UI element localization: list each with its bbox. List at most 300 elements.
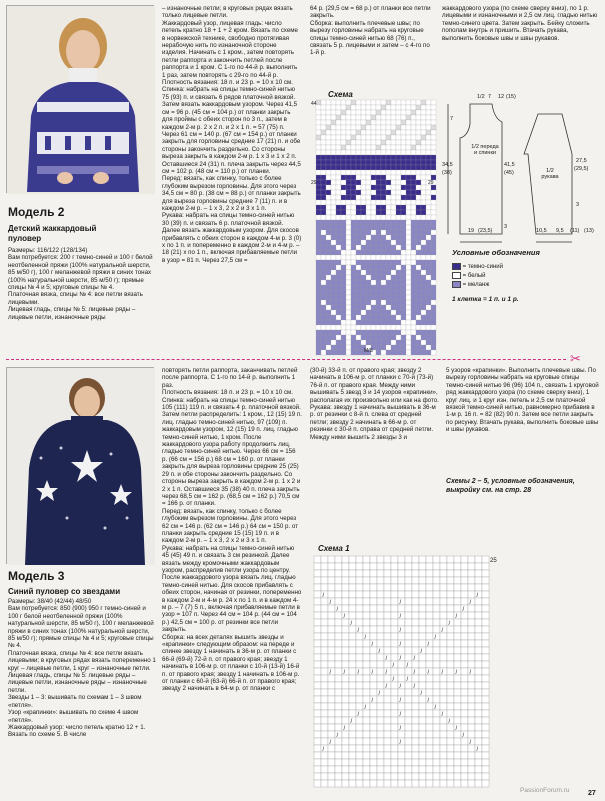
schema1-cell — [349, 570, 356, 577]
schema-cell — [331, 340, 336, 345]
schema-cell — [391, 250, 396, 255]
schema-cell — [376, 210, 381, 215]
schema-cell — [321, 275, 326, 280]
schema1-cell — [370, 591, 377, 598]
schema-cell — [331, 350, 336, 355]
schema-cell — [316, 325, 321, 330]
schema-cell — [416, 205, 421, 210]
schema-cell — [366, 165, 371, 170]
schema1-cell — [461, 556, 468, 563]
diagram-sleeve-num-6: (13) — [584, 228, 594, 234]
schema1-cell — [398, 675, 405, 682]
schema1-cell — [335, 766, 342, 773]
schema1-mark: / — [399, 642, 402, 648]
schema-cell — [331, 140, 336, 145]
schema-cell — [396, 175, 401, 180]
schema1-cell — [328, 710, 335, 717]
schema1-cell — [363, 682, 370, 689]
schema-cell — [321, 310, 326, 315]
schema-cell — [336, 230, 341, 235]
schema-cell — [336, 275, 341, 280]
schema-cell — [431, 240, 436, 245]
schema1-cell — [440, 738, 447, 745]
schema1-cell — [468, 696, 475, 703]
schema1-cell — [328, 766, 335, 773]
schema1-cell — [468, 633, 475, 640]
schema-cell — [336, 195, 341, 200]
schema1-cell — [433, 689, 440, 696]
schema1-cell — [349, 563, 356, 570]
schema1-cell — [370, 626, 377, 633]
schema-cell — [351, 255, 356, 260]
schema1-cell — [475, 612, 482, 619]
schema-cell — [391, 300, 396, 305]
schema-cell — [371, 245, 376, 250]
schema-cell — [341, 255, 346, 260]
schema-cell — [431, 250, 436, 255]
schema-cell — [386, 140, 391, 145]
schema1-cell — [468, 752, 475, 759]
schema1-cell — [405, 647, 412, 654]
schema1-mark: / — [441, 712, 444, 718]
schema1-mark: / — [322, 593, 325, 599]
schema-cell — [386, 120, 391, 125]
schema-cell — [396, 250, 401, 255]
schema1-cell — [419, 598, 426, 605]
schema-cell — [391, 135, 396, 140]
schema-cell — [411, 190, 416, 195]
schema1-cell — [384, 724, 391, 731]
schema1-cell — [454, 640, 461, 647]
schema1-cell — [468, 710, 475, 717]
schema1-cell — [356, 766, 363, 773]
schema-cell — [371, 280, 376, 285]
schema-cell — [331, 195, 336, 200]
schema-cell — [316, 300, 321, 305]
schema-cell — [416, 185, 421, 190]
schema1-cell — [482, 612, 489, 619]
schema-cell — [346, 125, 351, 130]
schema-cell — [396, 165, 401, 170]
schema-cell — [341, 275, 346, 280]
schema-cell — [351, 270, 356, 275]
schema-cell — [336, 135, 341, 140]
schema-cell — [416, 195, 421, 200]
schema1-cell — [398, 717, 405, 724]
schema1-cell — [363, 745, 370, 752]
schema1-cell — [426, 682, 433, 689]
schema-cell — [421, 325, 426, 330]
schema-cell — [406, 190, 411, 195]
schema-cell — [376, 260, 381, 265]
schema1-cell — [370, 654, 377, 661]
schema-cell — [396, 190, 401, 195]
schema-cell — [396, 140, 401, 145]
schema-cell — [346, 130, 351, 135]
schema1-cell — [335, 563, 342, 570]
schema-cell — [401, 345, 406, 350]
schema-cell — [321, 325, 326, 330]
schema-cell — [406, 160, 411, 165]
schema-cell — [371, 120, 376, 125]
schema1-cell — [370, 605, 377, 612]
schema-cell — [326, 270, 331, 275]
schema1-cell — [482, 661, 489, 668]
schema-cell — [371, 160, 376, 165]
schema-cell — [361, 160, 366, 165]
schema1-cell — [468, 682, 475, 689]
schema-cell — [421, 245, 426, 250]
schema-cell — [336, 100, 341, 105]
schema-cell — [336, 260, 341, 265]
schema1-cell — [377, 619, 384, 626]
schema-cell — [411, 185, 416, 190]
schema-cell — [426, 255, 431, 260]
schema-cell — [396, 195, 401, 200]
schema-cell — [356, 345, 361, 350]
schema-cell — [376, 345, 381, 350]
schema-cell — [341, 270, 346, 275]
schema1-cell — [398, 605, 405, 612]
schema-cell — [376, 315, 381, 320]
schema1-cell — [391, 654, 398, 661]
schema-cell — [401, 205, 406, 210]
schema-cell — [386, 230, 391, 235]
schema1-cell — [461, 717, 468, 724]
schema-cell — [426, 100, 431, 105]
schema-cell — [371, 320, 376, 325]
schema1-cell — [419, 703, 426, 710]
schema1-cell — [349, 584, 356, 591]
schema-cell — [396, 240, 401, 245]
schema-cell — [361, 285, 366, 290]
schema1-cell — [433, 745, 440, 752]
schema-cell — [366, 305, 371, 310]
schema-cell — [331, 220, 336, 225]
schema-cell — [361, 320, 366, 325]
schema1-cell — [482, 591, 489, 598]
schema-cell — [381, 325, 386, 330]
schema1-cell — [475, 605, 482, 612]
schema-cell — [391, 140, 396, 145]
schema-cell — [386, 345, 391, 350]
schema-cell — [411, 240, 416, 245]
schema-cell — [411, 125, 416, 130]
schema-bottom-label: М/S — [364, 348, 373, 354]
schema-cell — [336, 210, 341, 215]
schema1-cell — [482, 731, 489, 738]
schema1-cell — [468, 773, 475, 780]
schema-cell — [431, 165, 436, 170]
schema1-cell — [349, 626, 356, 633]
schema-cell — [406, 145, 411, 150]
schema-cell — [316, 190, 321, 195]
schema1-cell — [482, 675, 489, 682]
schema-cell — [346, 155, 351, 160]
schema1-cell — [475, 619, 482, 626]
schema-cell — [351, 165, 356, 170]
schema1-cell — [363, 612, 370, 619]
schema-cell — [321, 350, 326, 355]
schema-cell — [331, 200, 336, 205]
schema1-cell — [475, 675, 482, 682]
schema-cell — [386, 190, 391, 195]
schema-cell — [396, 265, 401, 270]
model3-title: Модель 3 — [8, 569, 65, 583]
schema-cell — [421, 255, 426, 260]
schema-cell — [341, 230, 346, 235]
schema-cell — [371, 340, 376, 345]
schema1-cell — [412, 773, 419, 780]
schema-cell — [326, 210, 331, 215]
schema-cell — [331, 290, 336, 295]
schema-cell — [376, 250, 381, 255]
schema1-mark: / — [399, 740, 402, 746]
schema-cell — [346, 175, 351, 180]
schema1-cell — [377, 773, 384, 780]
schema1-cell — [377, 759, 384, 766]
schema-cell — [416, 330, 421, 335]
schema1-mark: / — [406, 677, 409, 683]
schema1-cell — [328, 612, 335, 619]
schema-cell — [316, 210, 321, 215]
schema1-mark: / — [427, 698, 430, 704]
schema1-cell — [356, 654, 363, 661]
schema-cell — [416, 130, 421, 135]
schema1-cell — [426, 689, 433, 696]
schema-cell — [361, 135, 366, 140]
schema-cell — [431, 305, 436, 310]
schema-cell — [336, 300, 341, 305]
schema-cell — [356, 145, 361, 150]
schema1-cell — [384, 752, 391, 759]
schema-cell — [391, 130, 396, 135]
schema1-cell — [475, 717, 482, 724]
schema-cell — [411, 235, 416, 240]
schema1-cell — [461, 640, 468, 647]
schema-cell — [386, 260, 391, 265]
schema-cell — [391, 120, 396, 125]
schema1-cell — [356, 577, 363, 584]
schema1-cell — [405, 633, 412, 640]
schema1-cell — [349, 556, 356, 563]
schema-cell — [426, 235, 431, 240]
schema-cell — [396, 155, 401, 160]
schema-cell — [371, 140, 376, 145]
schema1-cell — [314, 584, 321, 591]
schema1-mark: / — [455, 670, 458, 676]
schema1-cell — [440, 647, 447, 654]
schema-cell — [416, 220, 421, 225]
schema-cell — [416, 160, 421, 165]
schema-cell — [406, 245, 411, 250]
diagram-top-num-1: 1/2 — [477, 94, 485, 100]
schema-cell — [346, 305, 351, 310]
schema-cell — [346, 285, 351, 290]
schema1-cell — [328, 584, 335, 591]
model3-left-text: Размеры: 38/40 (42/44) 48/50 Вам потребуется: 850 (900) 950 г темно-синей и 100 г белой неотбеленной пряжи (100% натуральной шерсти, 85 м/50 г), 100 г меланжевой пряжи в синих тонах (100% натуральной шерсти, 85 м/50 г); прямые спицы № 4 и 5; круговые спицы № 4. Платочная вязка, спицы № 4: все петли вязать лицевыми; в круговых рядах вязать попеременно 1 круг – лицевые петли, 1 круг – изнаночные петли. Лицевая гладь, спицы № 5: лицевые ряды – лицевые петли, изнаночные ряды – изнаночные петли. Звезды 1 – 3: вышивать по схемам 1 – 3 швом «петля». Узор «крапинки»: вышивать по схеме 4 швом «петля». Жаккардовый узор: число петель кратно 12 + 1. Вязать по схеме 5. В числе — [8, 598, 156, 739]
schema1-cell — [363, 570, 370, 577]
schema-cell — [336, 295, 341, 300]
schema-cell — [426, 310, 431, 315]
schema-cell — [386, 335, 391, 340]
schema1-cell — [342, 745, 349, 752]
schema1-cell — [433, 598, 440, 605]
schema-cell — [366, 140, 371, 145]
schema-cell — [351, 175, 356, 180]
schema1-mark: / — [336, 733, 339, 739]
schema1-cell — [356, 745, 363, 752]
schema-cell — [406, 200, 411, 205]
schema-cell — [401, 275, 406, 280]
schema-cell — [346, 225, 351, 230]
schema-cell — [381, 200, 386, 205]
schema-cell — [421, 220, 426, 225]
schema1-cell — [433, 773, 440, 780]
schema1-cell — [335, 661, 342, 668]
schema1-cell — [461, 591, 468, 598]
schema1-cell — [377, 584, 384, 591]
schema-cell — [351, 250, 356, 255]
schema-cell — [381, 310, 386, 315]
schema-cell — [416, 100, 421, 105]
schema1-mark: / — [364, 705, 367, 711]
diagram-top-num-2: 7 — [488, 94, 492, 100]
schema-cell — [411, 270, 416, 275]
schema-cell — [361, 185, 366, 190]
schema1-cell — [426, 577, 433, 584]
schema-cell — [316, 350, 321, 355]
schema-cell — [366, 340, 371, 345]
schema1-cell — [328, 717, 335, 724]
schema1-cell — [412, 745, 419, 752]
schema1-mark: / — [455, 614, 458, 620]
schema1-cell — [482, 647, 489, 654]
schema-cell — [431, 325, 436, 330]
schema1-cell — [342, 591, 349, 598]
schema-cell — [346, 345, 351, 350]
schema-cell — [351, 195, 356, 200]
schema-cell — [386, 330, 391, 335]
schema1-cell — [447, 668, 454, 675]
schema-cell — [381, 305, 386, 310]
schema1-cell — [391, 570, 398, 577]
schema-cell — [426, 215, 431, 220]
schema-cell — [376, 245, 381, 250]
schema-cell — [356, 245, 361, 250]
schema-cell — [321, 215, 326, 220]
schema-cell — [361, 100, 366, 105]
schema1-cell — [363, 661, 370, 668]
schema-cell — [361, 105, 366, 110]
schema-cell — [416, 190, 421, 195]
schema-cell — [346, 100, 351, 105]
schema-cell — [421, 265, 426, 270]
diagram-bottom-num-1: 19 — [468, 228, 475, 234]
schema-cell — [366, 110, 371, 115]
schema-cell — [416, 315, 421, 320]
schema-cell — [326, 110, 331, 115]
schema1-cell — [482, 633, 489, 640]
schema1-grid — [314, 556, 494, 796]
schema-cell — [421, 175, 426, 180]
schema-cell — [396, 220, 401, 225]
schema1-cell — [391, 731, 398, 738]
schema1-cell — [342, 570, 349, 577]
schema-cell — [366, 330, 371, 335]
schema-cell — [381, 350, 386, 355]
schema-cell — [386, 245, 391, 250]
schema1-cell — [321, 696, 328, 703]
schema-cell — [346, 250, 351, 255]
schema1-cell — [412, 605, 419, 612]
schema-cell — [416, 335, 421, 340]
schema-cell — [416, 350, 421, 355]
schema1-cell — [384, 773, 391, 780]
schema-cell — [366, 285, 371, 290]
schema1-cell — [370, 689, 377, 696]
schema-cell — [406, 185, 411, 190]
schema-cell — [316, 305, 321, 310]
schema1-cell — [335, 633, 342, 640]
schema-cell — [406, 265, 411, 270]
schema-cell — [376, 160, 381, 165]
schema-cell — [361, 115, 366, 120]
schema1-cell — [349, 633, 356, 640]
schema1-cell — [468, 780, 475, 787]
schema-cell — [331, 150, 336, 155]
footer-site: PassionForum.ru — [520, 787, 570, 794]
schema1-cell — [412, 633, 419, 640]
schema-cell — [421, 335, 426, 340]
schema1-cell — [342, 759, 349, 766]
schema-cell — [336, 250, 341, 255]
schema-cell — [431, 225, 436, 230]
schema1-chart — [314, 556, 494, 796]
schema-cell — [331, 215, 336, 220]
schema-cell — [376, 200, 381, 205]
schema1-cell — [433, 766, 440, 773]
schema1-cell — [349, 682, 356, 689]
schema1-cell — [328, 605, 335, 612]
schema-cell — [401, 155, 406, 160]
schema-cell — [316, 120, 321, 125]
schema-cell — [416, 215, 421, 220]
schema1-mark: / — [469, 670, 472, 676]
schema-cell — [411, 225, 416, 230]
schema1-cell — [363, 773, 370, 780]
schema1-mark: / — [399, 726, 402, 732]
schema-cell — [326, 180, 331, 185]
schema-cell — [431, 155, 436, 160]
schema1-cell — [475, 703, 482, 710]
schema-cell — [366, 280, 371, 285]
schema-cell — [336, 115, 341, 120]
schema-cell — [356, 240, 361, 245]
schema-cell — [371, 335, 376, 340]
schema-cell — [396, 105, 401, 110]
schema-cell — [431, 340, 436, 345]
schema-cell — [326, 120, 331, 125]
schema-cell — [401, 160, 406, 165]
schema-cell — [321, 160, 326, 165]
schema-cell — [371, 260, 376, 265]
schema1-cell — [440, 724, 447, 731]
schema1-cell — [356, 703, 363, 710]
schema-cell — [346, 160, 351, 165]
schema1-cell — [440, 675, 447, 682]
schema1-cell — [314, 710, 321, 717]
